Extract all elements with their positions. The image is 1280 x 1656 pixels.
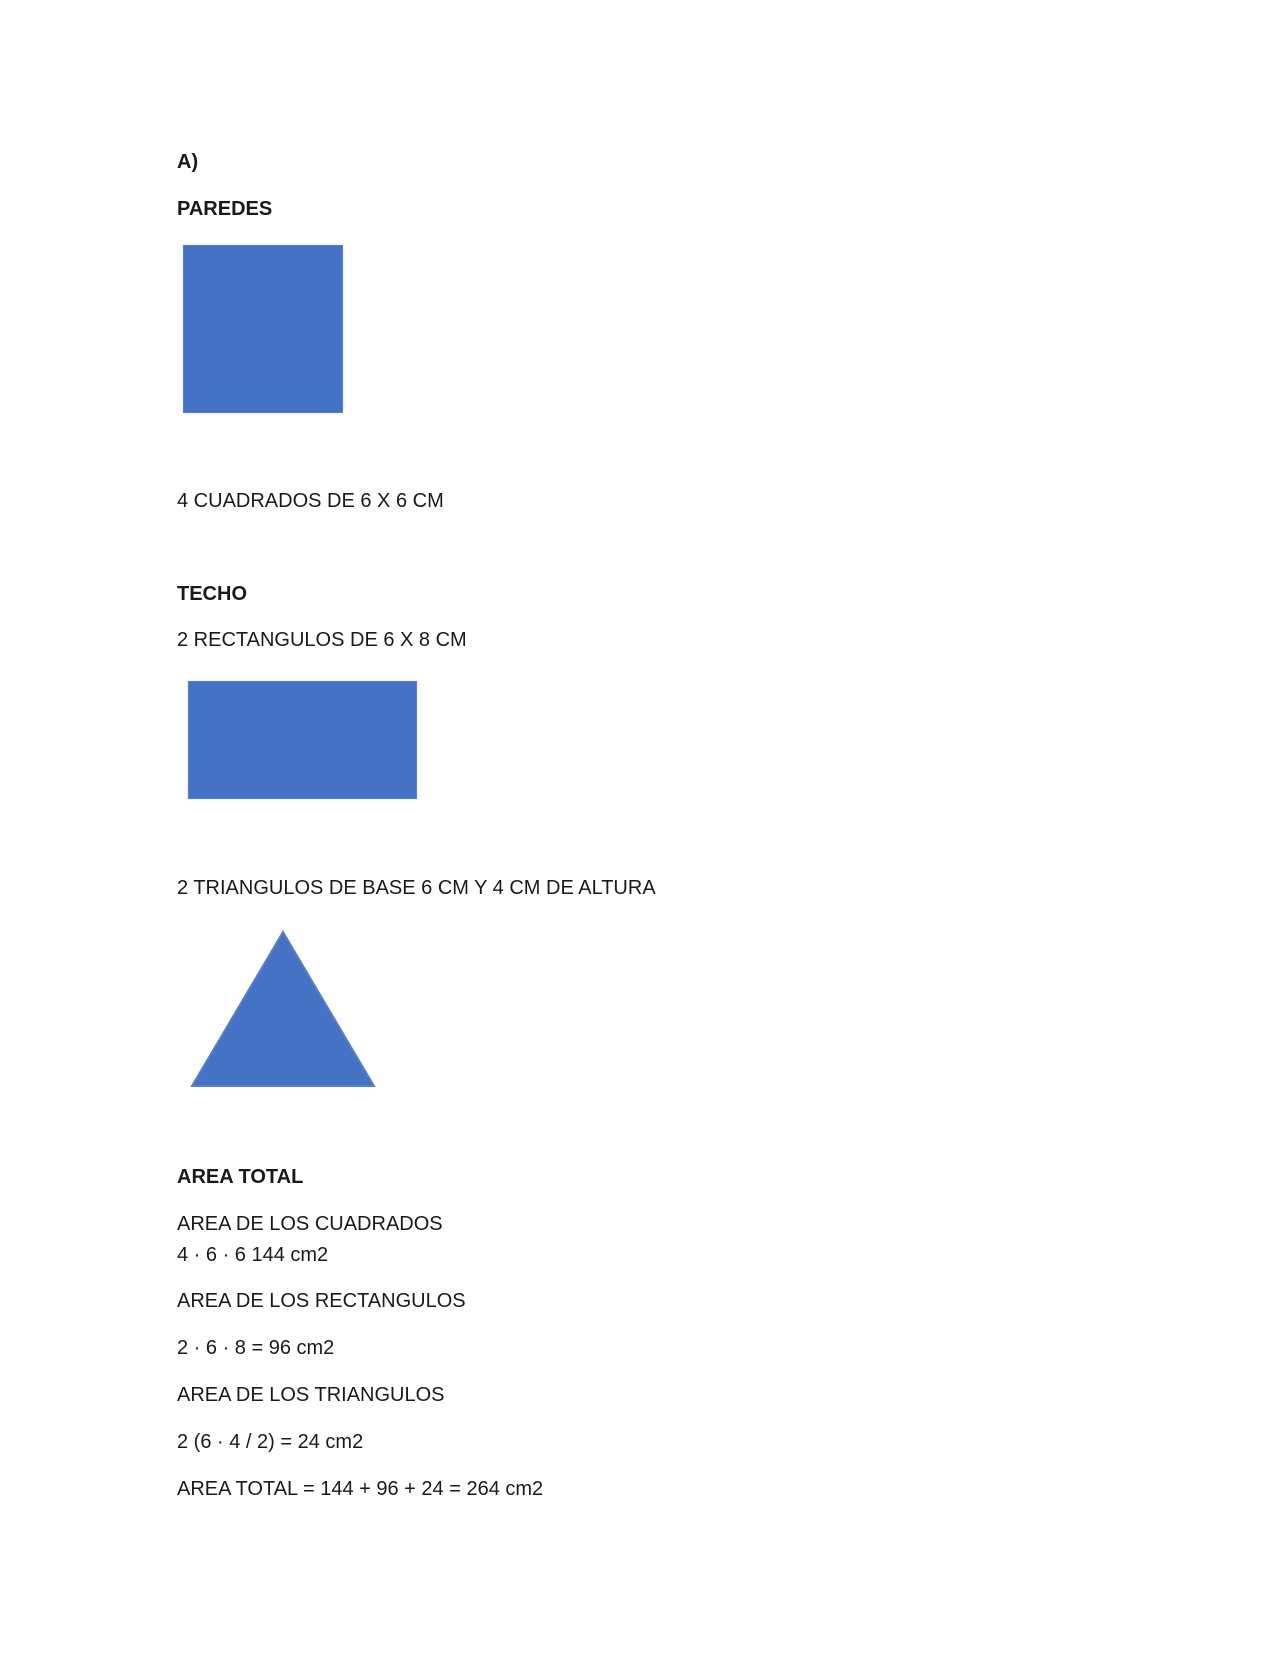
- triangles-area-calc: 2 (6 · 4 / 2) = 24 cm2: [177, 1431, 364, 1453]
- squares-area-calc: 4 · 6 · 6 144 cm2: [177, 1244, 329, 1266]
- square-shape: [184, 246, 342, 412]
- roof-heading: TECHO: [177, 583, 247, 605]
- section-label: A): [177, 151, 199, 173]
- walls-heading: PAREDES: [177, 198, 273, 220]
- rectangles-area-calc: 2 · 6 · 8 = 96 cm2: [177, 1337, 335, 1359]
- walls-description: 4 CUADRADOS DE 6 X 6 CM: [177, 490, 444, 512]
- rectangles-area-label: AREA DE LOS RECTANGULOS: [177, 1290, 466, 1312]
- rectangle-shape: [189, 682, 416, 798]
- triangles-description: 2 TRIANGULOS DE BASE 6 CM Y 4 CM DE ALTURA: [177, 877, 656, 899]
- squares-area-label: AREA DE LOS CUADRADOS: [177, 1213, 443, 1235]
- total-heading: AREA TOTAL: [177, 1166, 304, 1188]
- triangles-area-label: AREA DE LOS TRIANGULOS: [177, 1384, 445, 1406]
- triangle-shape: [190, 930, 376, 1090]
- grand-total: AREA TOTAL = 144 + 96 + 24 = 264 cm2: [177, 1478, 544, 1500]
- rectangles-description: 2 RECTANGULOS DE 6 X 8 CM: [177, 629, 467, 651]
